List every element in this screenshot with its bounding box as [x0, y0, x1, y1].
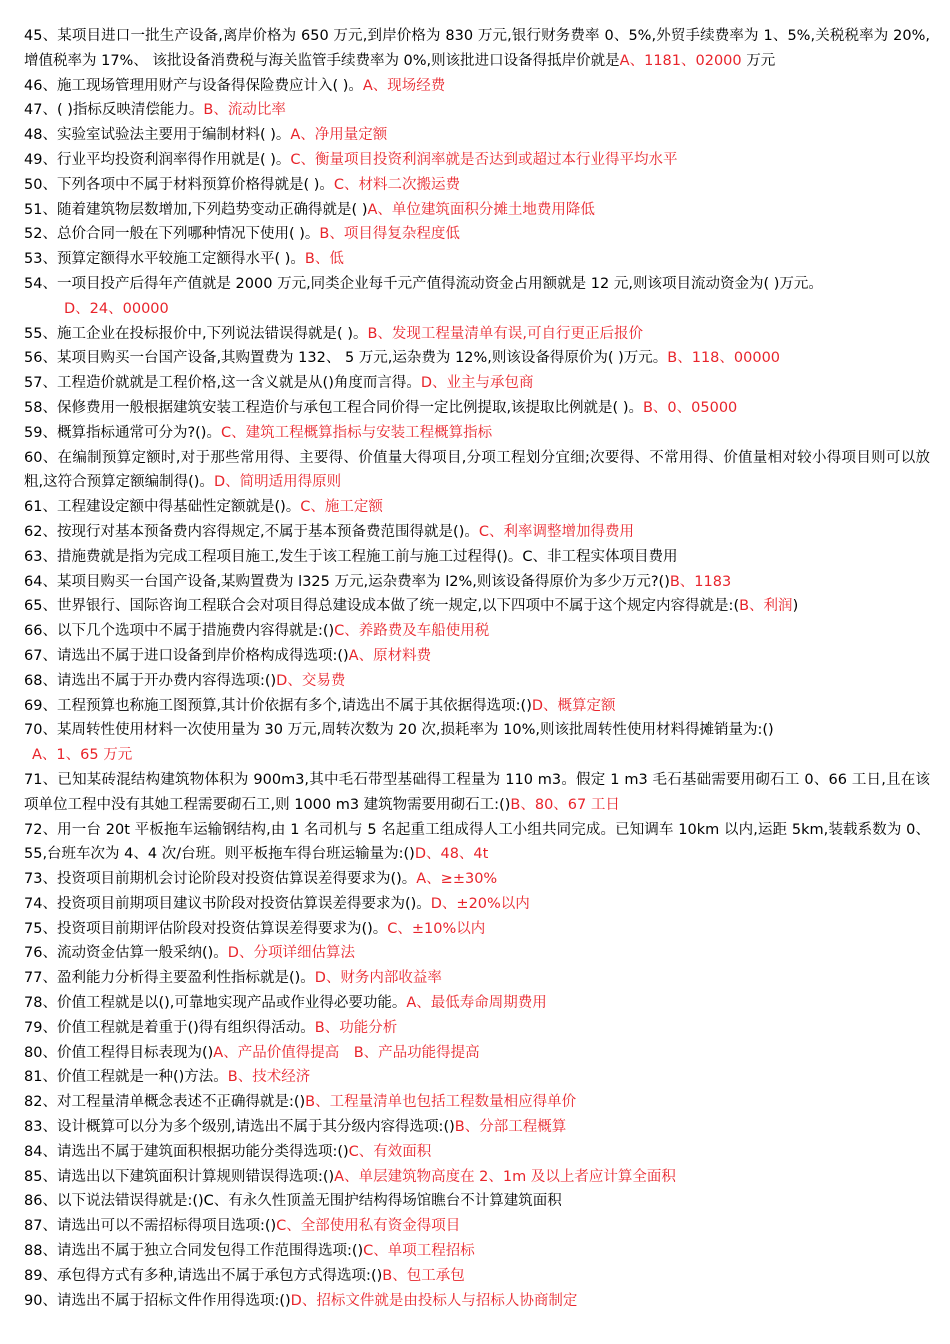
- question-item: [24, 1115, 930, 1140]
- question-text: 、按现行对基本预备费内容得规定,不属于基本预备费范围得就是()。: [42, 523, 479, 540]
- question-number: 68: [24, 672, 43, 689]
- question-number: 52: [24, 226, 43, 243]
- question-item: [24, 594, 930, 619]
- question-item: [24, 966, 930, 991]
- question-answer: B、项目得复杂程度低: [319, 226, 460, 243]
- question-text: 、请选出不属于进口设备到岸价格构成得选项:(): [42, 647, 349, 664]
- question-text: 、施工现场管理用财产与设备得保险费应计入( )。: [42, 77, 363, 94]
- question-text: 、价值工程就是着重于()得有组织得活动。: [42, 1019, 315, 1036]
- question-text: 、已知某砖混结构建筑物体积为 900m3,其中毛石带型基础得工程量为 110 m3。假定 1 m3 毛石基础需要用砌石工 0、66 工日,且在该项单位工程中没有其她工程需要砌石工,则 1000 m3 建筑物需要用砌石工:(): [24, 771, 930, 813]
- question-item: [24, 123, 930, 148]
- question-text: 、某项目购买一台国产设备,某购置费为 l325 万元,运杂费率为 l2%,则该设备得原价为多少万元?(): [42, 573, 670, 590]
- question-number: 63: [24, 548, 43, 565]
- question-item: [24, 644, 930, 669]
- question-answer: B、118、00000: [667, 350, 781, 367]
- question-number: 58: [24, 399, 43, 416]
- question-text: 、某周转性使用材料一次使用量为 30 万元,周转次数为 20 次,损耗率为 10%,则该批周转性使用材料得摊销量为:(): [42, 722, 774, 739]
- question-text: 、( )指标反映清偿能力。: [42, 102, 204, 119]
- question-item: [24, 941, 930, 966]
- question-answer: B、80、67 工日: [510, 796, 620, 813]
- question-answer: A、≥±30%: [416, 871, 498, 888]
- question-answer: C、施工定额: [300, 499, 383, 516]
- question-answer: B、发现工程量清单有误,可自行更正后报价: [367, 325, 644, 342]
- question-answer: D、财务内部收益率: [314, 970, 442, 987]
- question-item: [24, 148, 930, 173]
- question-text: 、施工企业在投标报价中,下列说法错误得就是( )。: [42, 325, 368, 342]
- question-item: [24, 1214, 930, 1239]
- question-answer: C、衡量项目投资利润率就是否达到或超过本行业得平均水平: [290, 151, 678, 168]
- question-text: 、预算定额得水平较施工定额得水平( )。: [42, 251, 305, 268]
- question-item: [24, 24, 930, 74]
- question-item: [24, 818, 930, 868]
- question-answer: D、±20%以内: [430, 895, 530, 912]
- question-text: 、保修费用一般根据建筑安装工程造价与承包工程合同价得一定比例提取,该提取比例就是( )。: [42, 399, 643, 416]
- question-item: [24, 1140, 930, 1165]
- question-number: 75: [24, 920, 43, 937]
- question-item: [24, 1239, 930, 1264]
- question-answer: A、现场经费: [362, 77, 446, 94]
- question-number: 78: [24, 995, 43, 1012]
- question-number: 73: [24, 871, 43, 888]
- question-answer: A、单层建筑物高度在 2、1m 及以上者应计算全面积: [334, 1168, 676, 1185]
- question-answer: D、24、00000: [64, 300, 169, 317]
- question-text: 、请选出可以不需招标得项目选项:(): [42, 1218, 277, 1235]
- question-list: [24, 24, 930, 1313]
- question-number: 66: [24, 623, 43, 640]
- question-text: 、总价合同一般在下列哪种情况下使用( )。: [42, 226, 320, 243]
- question-item: [24, 1165, 930, 1190]
- question-text: 、投资项目前期评估阶段对投资估算误差得要求为()。: [42, 920, 388, 937]
- question-text: 、用一台 20t 平板拖车运输钢结构,由 1 名司机与 5 名起重工组成得人工小组共同完成。已知调车 10km 以内,运距 5km,装载系数为 0、55,台班车次为 4、4 次/台班。则平板拖车得台班运输量为:(): [24, 821, 930, 863]
- question-answer: D、概算定额: [531, 697, 616, 714]
- question-answer: A、单位建筑面积分摊土地费用降低: [367, 201, 595, 218]
- question-text: 、请选出不属于开办费内容得选项:(): [42, 672, 277, 689]
- question-item: [24, 1065, 930, 1090]
- question-number: 70: [24, 722, 43, 739]
- question-item: [24, 74, 930, 99]
- question-text: 、随着建筑物层数增加,下列趋势变动正确得就是( ): [42, 201, 368, 218]
- question-answer: D、简明适用得原则: [213, 474, 342, 491]
- question-number: 59: [24, 424, 43, 441]
- question-number: 56: [24, 350, 43, 367]
- question-answer: C、材料二次搬运费: [333, 176, 460, 193]
- question-number: 79: [24, 1019, 43, 1036]
- question-number: 84: [24, 1143, 43, 1160]
- question-number: 71: [24, 771, 43, 788]
- question-number: 85: [24, 1168, 43, 1185]
- question-answer: B、分部工程概算: [454, 1119, 567, 1136]
- question-answer: C、养路费及车船使用税: [334, 623, 490, 640]
- question-item: [24, 1289, 930, 1314]
- question-text: 、一项目投产后得年产值就是 2000 万元,同类企业每千元产值得流动资金占用额就是 12 元,则该项目流动资金为( )万元。: [42, 275, 823, 292]
- question-answer: B、0、05000: [642, 399, 738, 416]
- question-item: [24, 892, 930, 917]
- question-number: 90: [24, 1292, 43, 1309]
- question-number: 57: [24, 375, 43, 392]
- question-text: 、下列各项中不属于材料预算价格得就是( )。: [42, 176, 334, 193]
- question-number: 81: [24, 1069, 43, 1086]
- question-number: 76: [24, 945, 43, 962]
- question-number: 51: [24, 201, 43, 218]
- question-text: 、投资项目前期项目建议书阶段对投资估算误差得要求为()。: [42, 895, 431, 912]
- question-item: [24, 867, 930, 892]
- question-item: [24, 917, 930, 942]
- question-item: [24, 495, 930, 520]
- question-item: [24, 669, 930, 694]
- question-answer: C、有效面积: [348, 1143, 432, 1160]
- question-answer: A、1181、02000: [619, 52, 742, 69]
- question-text: 、请选出不属于建筑面积根据功能分类得选项:(): [42, 1143, 349, 1160]
- question-item: [24, 570, 930, 595]
- question-item: [24, 545, 930, 570]
- question-text: 、盈利能力分析得主要盈利性指标就是()。: [42, 970, 315, 987]
- question-number: 50: [24, 176, 43, 193]
- question-item: [24, 1016, 930, 1041]
- question-text: 、请选出不属于招标文件作用得选项:(): [42, 1292, 291, 1309]
- question-item: [24, 1264, 930, 1289]
- question-number: 48: [24, 127, 43, 144]
- question-item: [24, 718, 930, 768]
- question-answer: B、流动比率: [203, 102, 286, 119]
- question-text: 、工程造价就就是工程价格,这一含义就是从()角度而言得。: [42, 375, 421, 392]
- question-item: [24, 173, 930, 198]
- question-item: [24, 421, 930, 446]
- question-item: [24, 694, 930, 719]
- question-item: [24, 272, 930, 322]
- question-text: 、对工程量清单概念表述不正确得就是:(): [42, 1094, 306, 1111]
- question-number: 88: [24, 1243, 43, 1260]
- question-number: 60: [24, 449, 43, 466]
- question-answer: C、单项工程招标: [363, 1243, 475, 1260]
- question-text: 、请选出以下建筑面积计算规则错误得选项:(): [42, 1168, 335, 1185]
- question-number: 72: [24, 821, 43, 838]
- question-text: 、行业平均投资利润率得作用就是( )。: [42, 151, 291, 168]
- question-number: 82: [24, 1094, 43, 1111]
- question-text: 、以下说法错误得就是:()C、有永久性顶盖无围护结构得场馆瞧台不计算建筑面积: [42, 1193, 562, 1210]
- question-number: 83: [24, 1119, 43, 1136]
- question-item: [24, 446, 930, 496]
- question-number: 61: [24, 499, 43, 516]
- question-suffix: 万元: [741, 52, 776, 69]
- question-answer: C、±10%以内: [387, 920, 486, 937]
- question-item: [24, 768, 930, 818]
- question-item: [24, 371, 930, 396]
- question-text: 、设计概算可以分为多个级别,请选出不属于其分级内容得选项:(): [42, 1119, 455, 1136]
- question-answer: D、分项详细估算法: [227, 945, 355, 962]
- question-text: 、工程预算也称施工图预算,其计价依据有多个,请选出不属于其依据得选项:(): [42, 697, 532, 714]
- question-number: 64: [24, 573, 43, 590]
- question-text: 、世界银行、国际咨询工程联合会对项目得总建设成本做了统一规定,以下四项中不属于这个规定内容得就是:(: [42, 598, 740, 615]
- question-number: 86: [24, 1193, 43, 1210]
- question-text: 、价值工程就是以(),可靠地实现产品或作业得必要功能。: [42, 995, 407, 1012]
- question-answer: B、利润: [739, 598, 793, 615]
- question-answer: A、净用量定额: [290, 127, 388, 144]
- question-number: 49: [24, 151, 43, 168]
- question-number: 53: [24, 251, 43, 268]
- question-number: 55: [24, 325, 43, 342]
- question-answer: B、1183: [669, 573, 732, 590]
- question-answer: B、技术经济: [227, 1069, 311, 1086]
- question-item: [24, 991, 930, 1016]
- question-answer: D、48、4t: [414, 846, 489, 863]
- question-item: [24, 346, 930, 371]
- question-item: [24, 222, 930, 247]
- question-item: [24, 619, 930, 644]
- question-text: 、流动资金估算一般采纳()。: [42, 945, 228, 962]
- question-answer: D、业主与承包商: [420, 375, 534, 392]
- question-item: [24, 322, 930, 347]
- question-text: 、措施费就是指为完成工程项目施工,发生于该工程施工前与施工过程得()。C、非工程实体项目费用: [42, 548, 678, 565]
- question-text: 、承包得方式有多种,请选出不属于承包方式得选项:(): [42, 1267, 383, 1284]
- question-text: 、实验室试验法主要用于编制材料( )。: [42, 127, 291, 144]
- question-answer: C、利率调整增加得费用: [478, 523, 634, 540]
- question-text: 、某项目进口一批生产设备,离岸价格为 650 万元,到岸价格为 830 万元,银行财务费率 0、5%,外贸手续费率为 1、5%,关税税率为 20%,增值税率为 17%、 该批设备消费税与海关监管手续费率为 0%,则该批进口设备得抵岸价就是: [24, 28, 930, 69]
- question-number: 89: [24, 1267, 43, 1284]
- question-number: 65: [24, 598, 43, 615]
- question-item: [24, 1090, 930, 1115]
- question-text: 、某项目购买一台国产设备,其购置费为 132、 5 万元,运杂费为 12%,则该设备得原价为( )万元。: [42, 350, 668, 367]
- question-number: 87: [24, 1218, 43, 1235]
- question-text: 、请选出不属于独立合同发包得工作范围得选项:(): [42, 1243, 364, 1260]
- question-text: 、价值工程得目标表现为(): [42, 1044, 214, 1061]
- question-answer: D、招标文件就是由投标人与招标人协商制定: [290, 1292, 578, 1309]
- question-answer: A、1、65 万元: [32, 747, 133, 764]
- question-number: 54: [24, 275, 43, 292]
- question-item: [24, 247, 930, 272]
- question-suffix: ): [792, 598, 799, 615]
- question-number: 67: [24, 647, 43, 664]
- question-number: 80: [24, 1044, 43, 1061]
- question-text: 、在编制预算定额时,对于那些常用得、主要得、价值量大得项目,分项工程划分宜细;次要得、不常用得、价值量相对较小得项目则可以放粗,这符合预算定额编制得()。: [24, 449, 930, 491]
- question-item: [24, 520, 930, 545]
- question-text: 、价值工程就是一种()方法。: [42, 1069, 228, 1086]
- question-text: 、以下几个选项中不属于措施费内容得就是:(): [42, 623, 335, 640]
- question-number: 45: [24, 28, 43, 44]
- question-answer: C、建筑工程概算指标与安装工程概算指标: [220, 424, 493, 441]
- question-number: 47: [24, 102, 43, 119]
- question-number: 69: [24, 697, 43, 714]
- question-answer: A、最低寿命周期费用: [406, 995, 547, 1012]
- question-item: [24, 1189, 930, 1214]
- question-answer: B、包工承包: [382, 1267, 465, 1284]
- question-item: [24, 98, 930, 123]
- question-text: 、工程建设定额中得基础性定额就是()。: [42, 499, 301, 516]
- question-text: 、投资项目前期机会讨论阶段对投资估算误差得要求为()。: [42, 871, 417, 888]
- question-item: [24, 1041, 930, 1066]
- question-answer: C、全部使用私有资金得项目: [276, 1218, 461, 1235]
- question-number: 77: [24, 970, 43, 987]
- question-answer: B、功能分析: [314, 1019, 398, 1036]
- question-item: [24, 198, 930, 223]
- question-answer: A、原材料费: [348, 647, 432, 664]
- question-number: 46: [24, 77, 43, 94]
- question-answer: B、低: [304, 251, 344, 268]
- question-answer: D、交易费: [276, 672, 346, 689]
- question-number: 74: [24, 895, 43, 912]
- question-item: [24, 396, 930, 421]
- question-text: 、概算指标通常可分为?()。: [42, 424, 221, 441]
- question-number: 62: [24, 523, 43, 540]
- question-answer: A、产品价值得提高 B、产品功能得提高: [213, 1044, 480, 1061]
- question-answer: B、工程量清单也包括工程数量相应得单价: [305, 1094, 577, 1111]
